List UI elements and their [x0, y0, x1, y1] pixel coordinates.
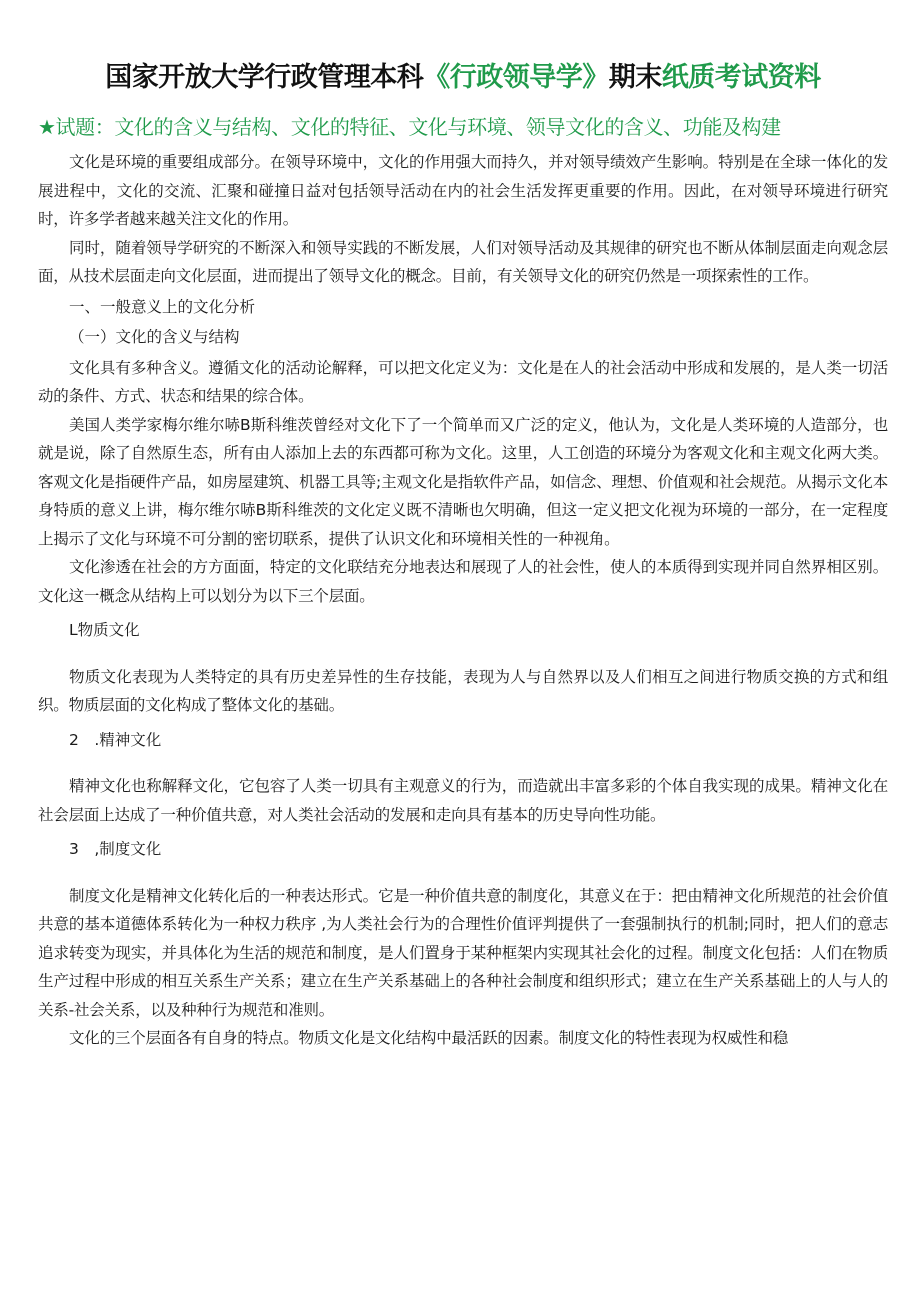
item-heading-material: L物质文化 — [69, 621, 140, 639]
paragraph-2: 同时，随着领导学研究的不断深入和领导实践的不断发展，人们对领导活动及其规律的研究也不断从体制层面走向观念层面，从技术层面走向文化层面，进而提出了领导文化的概念。目前，有关领导文化的研究仍然是一项探索性的工作。 — [38, 238, 888, 285]
paragraph-4: 美国人类学家梅尔维尔哧B斯科维茨曾经对文化下了一个简单而又广泛的定义，他认为，文化是人类环境的人造部分，也就是说，除了自然原生态，所有由人添加上去的东西都可称为文化。这里，人工创造的环境分为客观文化和主观文化两大类。客观文化是指硬件产品，如房屋建筑、机器工具等;主观文化是指软件产品，如信念、理想、价值观和社会规范。从揭示文化本身特质的意义上讲，梅尔维尔哧B斯科维茨的文化定义既不清晰也欠明确，但这一定义把文化视为环境的一部分，在一定程度上揭示了文化与环境不可分割的密切联系，提供了认识文化和环境相关性的一种视角。 — [38, 415, 888, 548]
paragraph-8: 制度文化是精神文化转化后的一种表达形式。它是一种价值共意的制度化，其意义在于：把由精神文化所规范的社会价值共意的基本道德体系转化为一种权力秩序 ,为人类社会行为的合理性价值评判提供了一套强制执行的机制;同时，把人们的意志追求转变为现实，并具体化为生活的规范和制度，是人们置身于某种框架内实现其社会化的过程。制度文化包括：人们在物质生产过程中形成的相互关系生产关系；建立在生产关系基础上的各种社会制度和组织形式；建立在生产关系基础上的人与人的关系-社会关系，以及种种行为规范和准则。 — [38, 886, 888, 1019]
question-topic: ★试题：文化的含义与结构、文化的特征、文化与环境、领导文化的含义、功能及构建 — [38, 115, 781, 139]
item-heading-spiritual: 2 .精神文化 — [69, 730, 162, 749]
section-heading-1: 一、一般意义上的文化分析 — [69, 297, 256, 316]
title-prefix: 国家开放大学行政管理本科 — [105, 62, 424, 93]
document-title — [38, 56, 888, 100]
title-course-name: 《行政领导学》 — [423, 62, 609, 93]
paragraph-9: 文化的三个层面各有自身的特点。物质文化是文化结构中最活跃的因素。制度文化的特性表现为权威性和稳 — [69, 1029, 789, 1047]
paragraph-1: 文化是环境的重要组成部分。在领导环境中，文化的作用强大而持久，并对领导绩效产生影响。特别是在全球一体化的发展进程中，文化的交流、汇聚和碰撞日益对包括领导活动在内的社会生活发挥更重要的作用。因此，在对领导环境进行研究时，许多学者越来越关注文化的作用。 — [38, 153, 888, 228]
paragraph-7: 精神文化也称解释文化，它包容了人类一切具有主观意义的行为，而造就出丰富多彩的个体自我实现的成果。精神文化在社会层面上达成了一种价值共意，对人类社会活动的发展和走向具有基本的历史导向性功能。 — [38, 777, 888, 824]
title-term: 期末 — [608, 62, 662, 93]
item-heading-institutional: 3 ,制度文化 — [69, 840, 162, 858]
paragraph-3: 文化具有多种含义。遵循文化的活动论解释，可以把文化定义为：文化是在人的社会活动中形成和发展的，是人类一切活动的条件、方式、状态和结果的综合体。 — [38, 358, 888, 405]
title-suffix: 纸质考试资料 — [661, 62, 821, 93]
subsection-heading-1: （一）文化的含义与结构 — [69, 328, 240, 346]
paragraph-6: 物质文化表现为人类特定的具有历史差异性的生存技能，表现为人与自然界以及人们相互之间进行物质交换的方式和组织。物质层面的文化构成了整体文化的基础。 — [38, 667, 888, 714]
paragraph-5: 文化渗透在社会的方方面面，特定的文化联结充分地表达和展现了人的社会性，使人的本质得到实现并同自然界相区别。文化这一概念从结构上可以划分为以下三个层面。 — [38, 558, 888, 605]
document-page — [38, 56, 888, 1053]
